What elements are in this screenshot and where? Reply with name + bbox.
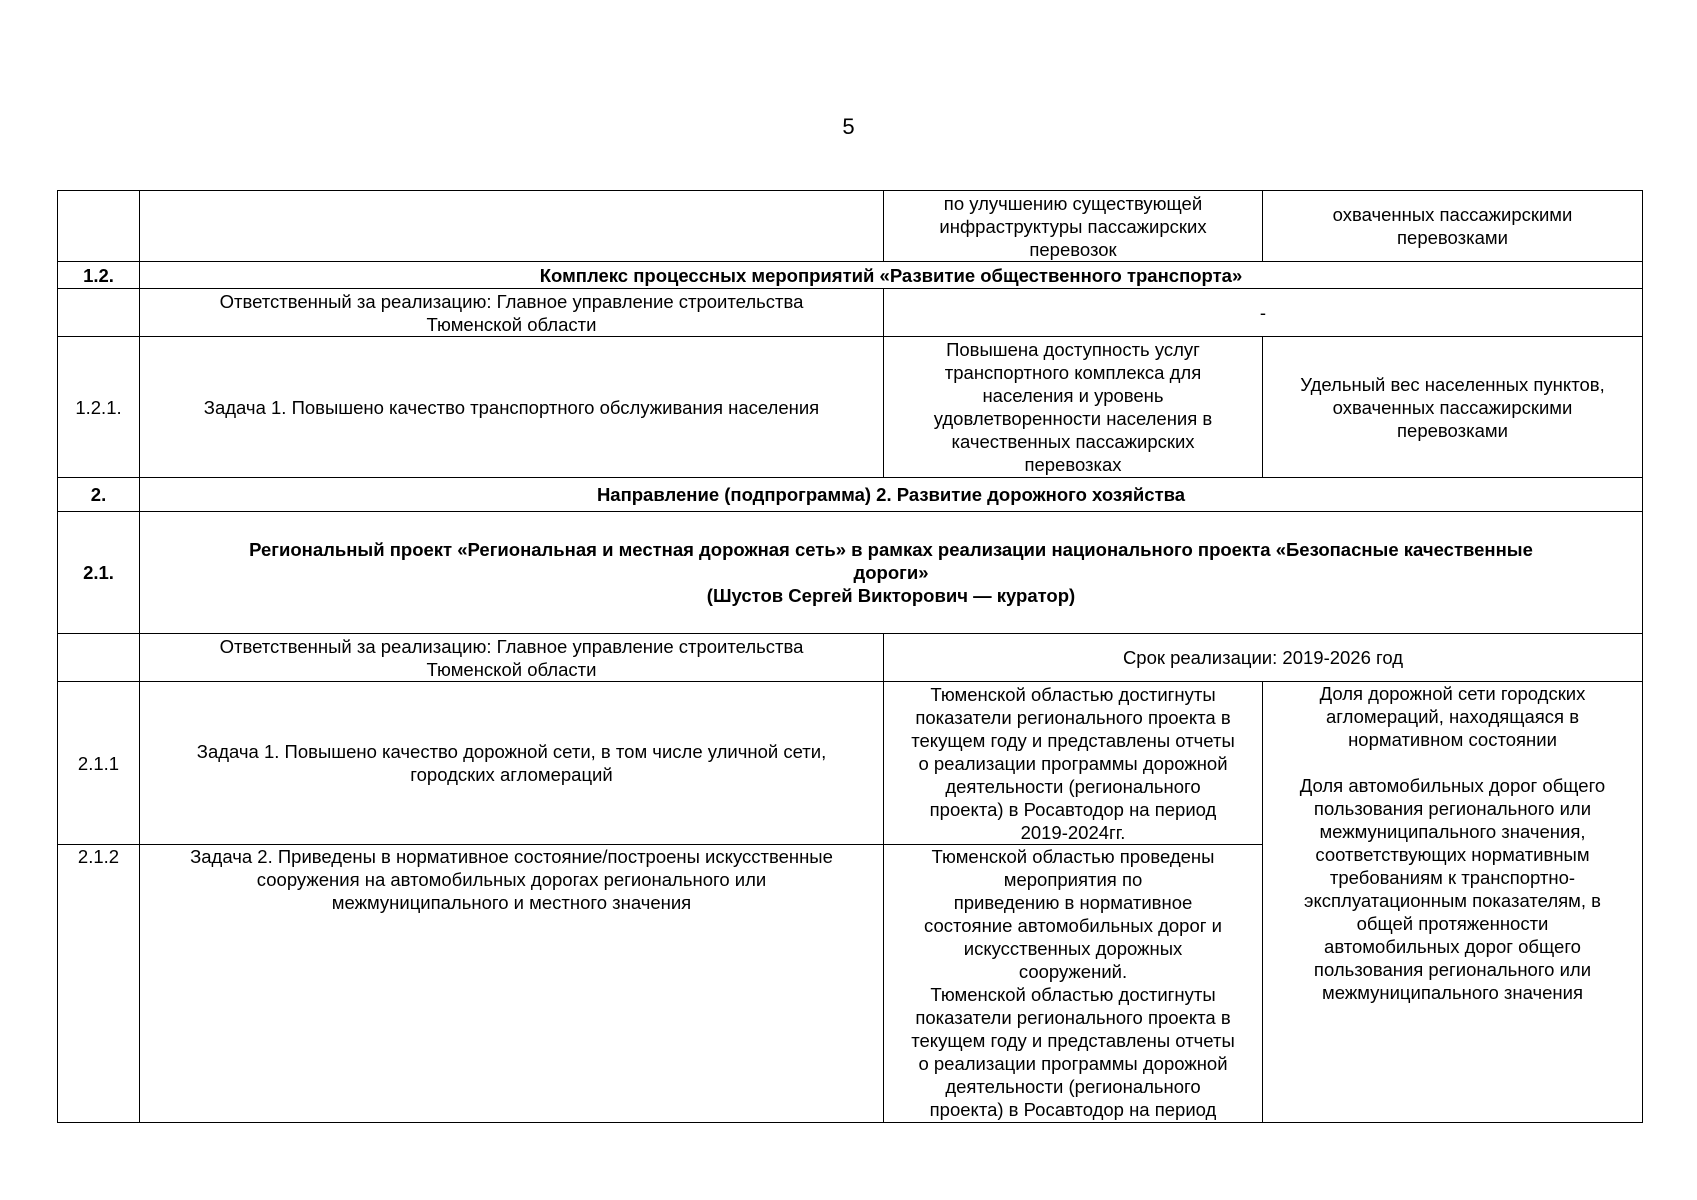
num-cell (58, 289, 140, 337)
table-row (58, 682, 1643, 845)
task-cell (140, 191, 884, 262)
indicator-cell: Доля дорожной сети городских агломераций, находящаяся в нормативном состоянии Доля автомобильных дорог общего пользования регионального или межмуниципального значения, соответствующих нормативным требованиям к транспортно- эксплуатационным показателям, в общей протяженности автомобильных дорог общего пользования регионального или межмуниципального значения (1263, 682, 1643, 1123)
section-title: Комплекс процессных мероприятий «Развитие общественного транспорта» (140, 262, 1643, 289)
table-row (58, 634, 1643, 682)
page-number: 5 (842, 114, 855, 139)
num-cell (58, 634, 140, 682)
result-cell: Повышена доступность услуг транспортного комплекса для населения и уровень удовлетворенности населения в качественных пассажирских перевозках (884, 337, 1263, 478)
result-cell: по улучшению существующей инфраструктуры пассажирских перевозок (884, 191, 1263, 262)
table-row (58, 289, 1643, 337)
project-title: Региональный проект «Региональная и местная дорожная сеть» в рамках реализации национального проекта «Безопасные качественные дороги» (249, 539, 1533, 583)
section-title: Направление (подпрограмма) 2. Развитие дорожного хозяйства (140, 478, 1643, 512)
num-cell (58, 191, 140, 262)
task-cell: Задача 1. Повышено качество дорожной сети, в том числе уличной сети, городских агломераций (140, 682, 884, 845)
result-cell: Тюменской областью проведены мероприятия по приведению в нормативное состояние автомобильных дорог и искусственных дорожных сооружений. Тюменской областью достигнуты показатели регионального проекта в текущем году и представлены отчеты о реализации программы дорожной деятельности (регионального проекта) в Росавтодор на период (884, 845, 1263, 1123)
indicator-cell: Удельный вес населенных пунктов, охваченных пассажирскими перевозками (1263, 337, 1643, 478)
project-title-cell (140, 512, 1643, 634)
responsible-cell: Ответственный за реализацию: Главное управление строительства Тюменской области (140, 289, 884, 337)
term-cell: - (884, 289, 1643, 337)
table-row (58, 191, 1643, 262)
program-table (57, 190, 1643, 1123)
table-row (58, 512, 1643, 634)
num-cell: 1.2.1. (58, 337, 140, 478)
table-row (58, 262, 1643, 289)
indicator-cell: охваченных пассажирскими перевозками (1263, 191, 1643, 262)
result-cell: Тюменской областью достигнуты показатели регионального проекта в текущем году и представлены отчеты о реализации программы дорожной деятельности (регионального проекта) в Росавтодор на период 2019-2024гг. (884, 682, 1263, 845)
num-cell: 2.1. (58, 512, 140, 634)
num-cell: 1.2. (58, 262, 140, 289)
num-cell: 2.1.2 (58, 845, 140, 1123)
num-cell: 2.1.1 (58, 682, 140, 845)
num-cell: 2. (58, 478, 140, 512)
curator: (Шустов Сергей Викторович — куратор) (706, 585, 1076, 606)
term-cell: Срок реализации: 2019-2026 год (884, 634, 1643, 682)
responsible-cell: Ответственный за реализацию: Главное управление строительства Тюменской области (140, 634, 884, 682)
table-row (58, 478, 1643, 512)
task-cell: Задача 2. Приведены в нормативное состояние/построены искусственные сооружения на автомобильных дорогах регионального или межмуниципального и местного значения (140, 845, 884, 1123)
table-row (58, 337, 1643, 478)
task-cell: Задача 1. Повышено качество транспортного обслуживания населения (140, 337, 884, 478)
